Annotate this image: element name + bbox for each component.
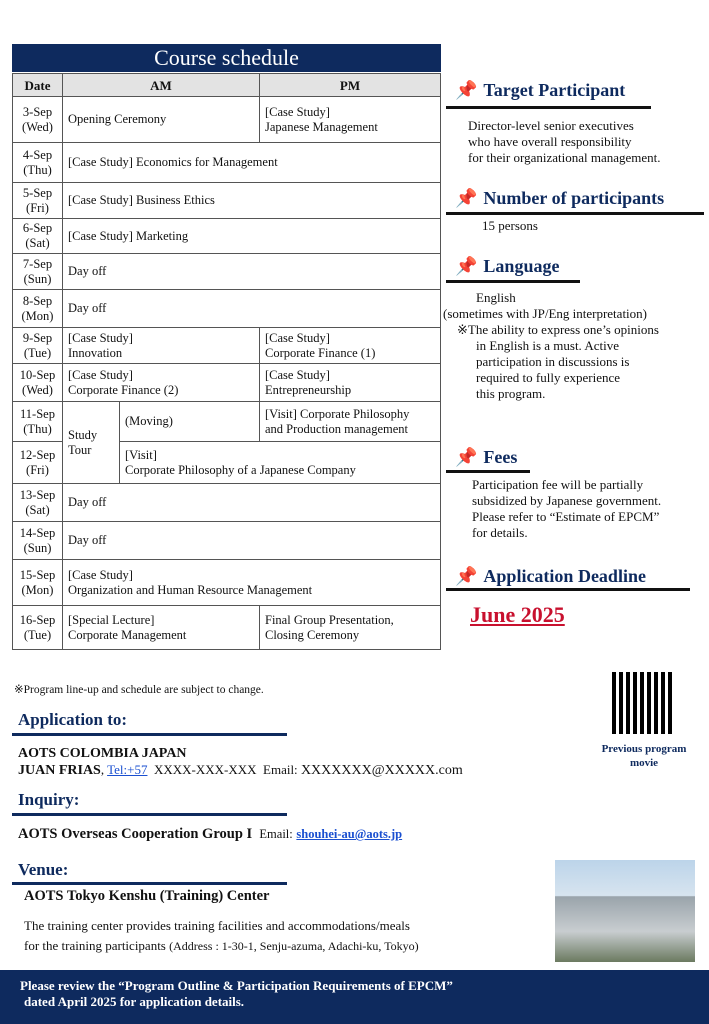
- deadline-heading: 📌 Application Deadline: [455, 566, 646, 586]
- table-row: 16-Sep (Tue) [Special Lecture] Corporate Management Final Group Presentation, Closing Ceremony: [13, 606, 441, 650]
- study-tour-cell: Study Tour: [63, 402, 120, 484]
- number-heading: 📌 Number of participants: [455, 188, 665, 208]
- target-text: Director-level senior executives who have overall responsibility for their organizational management.: [468, 118, 661, 165]
- fees-text: Participation fee will be partially subsidized by Japanese government. Please refer to “Estimate of EPCM” for details.: [472, 477, 662, 540]
- deadline-value: June 2025: [470, 602, 565, 627]
- pushpin-icon: 📌: [455, 188, 478, 208]
- language-text: English (sometimes with JP/Eng interpretation) ※The ability to express one’s opinions in English is a must. Active participation in discussions is required to fully experience this program.: [443, 290, 659, 401]
- row-pm: [Case Study]: [265, 104, 330, 119]
- pushpin-icon: 📌: [455, 566, 478, 586]
- header-date: Date: [13, 74, 63, 97]
- row-pm: Japanese Management: [265, 119, 378, 134]
- tel-link[interactable]: Tel:+57: [107, 762, 148, 777]
- table-row: 12-Sep (Fri) [Visit] Corporate Philosophy of a Japanese Company: [13, 442, 441, 484]
- table-row: 7-Sep (Sun) Day off: [13, 254, 441, 290]
- venue-heading: Venue:: [18, 860, 69, 879]
- row-full: [Case Study] Marketing: [63, 219, 441, 254]
- table-row: 4-Sep (Thu) [Case Study] Economics for Management: [13, 143, 441, 183]
- row-full: Day off: [63, 254, 441, 290]
- inquiry-email-link[interactable]: shouhei-au@aots.jp: [296, 827, 403, 841]
- language-heading: 📌 Language: [455, 256, 560, 276]
- row-full: Day off: [63, 290, 441, 328]
- venue-text: The training center provides training facilities and accommodations/meals for the training participants (Address : 1-30-1, Senju-azuma, Adachi-ku, Tokyo): [24, 918, 419, 953]
- table-row: 9-Sep (Tue) [Case Study] Innovation [Case Study] Corporate Finance (1): [13, 328, 441, 364]
- target-heading: 📌 Target Participant: [455, 80, 626, 100]
- venue-name: AOTS Tokyo Kenshu (Training) Center: [24, 888, 270, 904]
- number-value: 15 persons: [482, 218, 538, 233]
- inquiry-contact: AOTS Overseas Cooperation Group I Email: shouhei-au@aots.jp: [18, 826, 403, 842]
- application-org: AOTS COLOMBIA JAPAN: [18, 746, 187, 761]
- schedule-note: ※Program line-up and schedule are subject to change.: [14, 684, 264, 696]
- table-row: 8-Sep (Mon) Day off: [13, 290, 441, 328]
- table-row: 15-Sep (Mon) [Case Study] Organization and Human Resource Management: [13, 560, 441, 606]
- table-row: 11-Sep (Thu) Study Tour (Moving) [Visit] Corporate Philosophy and Production management: [13, 402, 441, 442]
- row-full: [Case Study] Economics for Management: [63, 143, 441, 183]
- table-row: 5-Sep (Fri) [Case Study] Business Ethics: [13, 183, 441, 219]
- schedule-title: Course schedule: [12, 44, 441, 72]
- row-date: 3-Sep: [22, 104, 53, 119]
- header-am: AM: [63, 74, 260, 97]
- table-row: [13, 97, 441, 143]
- pushpin-icon: 📌: [455, 447, 478, 467]
- table-row: 6-Sep (Sat) [Case Study] Marketing: [13, 219, 441, 254]
- schedule-table: [12, 73, 441, 650]
- application-contact: JUAN FRIAS, Tel:+57 XXXX-XXX-XXX Email: XXXXXXX@XXXXX.com: [18, 762, 463, 778]
- qr-caption: Previous program movie: [601, 743, 687, 769]
- table-row: 13-Sep (Sat) Day off: [13, 484, 441, 522]
- table-row: 14-Sep (Sun) Day off: [13, 522, 441, 560]
- fees-heading: 📌 Fees: [455, 447, 518, 467]
- pushpin-icon: 📌: [455, 80, 478, 100]
- row-am: Opening Ceremony: [63, 97, 260, 143]
- building-photo: [555, 860, 695, 962]
- row-full: [Case Study] Business Ethics: [63, 183, 441, 219]
- application-heading: Application to:: [18, 710, 128, 729]
- table-row: 10-Sep (Wed) [Case Study] Corporate Finance (2) [Case Study] Entrepreneurship: [13, 364, 441, 402]
- pushpin-icon: 📌: [455, 256, 478, 276]
- header-pm: PM: [260, 74, 441, 97]
- footer-banner: Please review the “Program Outline & Participation Requirements of EPCM” dated April 2025 for application details.: [0, 970, 709, 1024]
- qr-code-icon[interactable]: [612, 672, 674, 734]
- inquiry-heading: Inquiry:: [18, 790, 80, 809]
- row-day: (Wed): [22, 119, 53, 134]
